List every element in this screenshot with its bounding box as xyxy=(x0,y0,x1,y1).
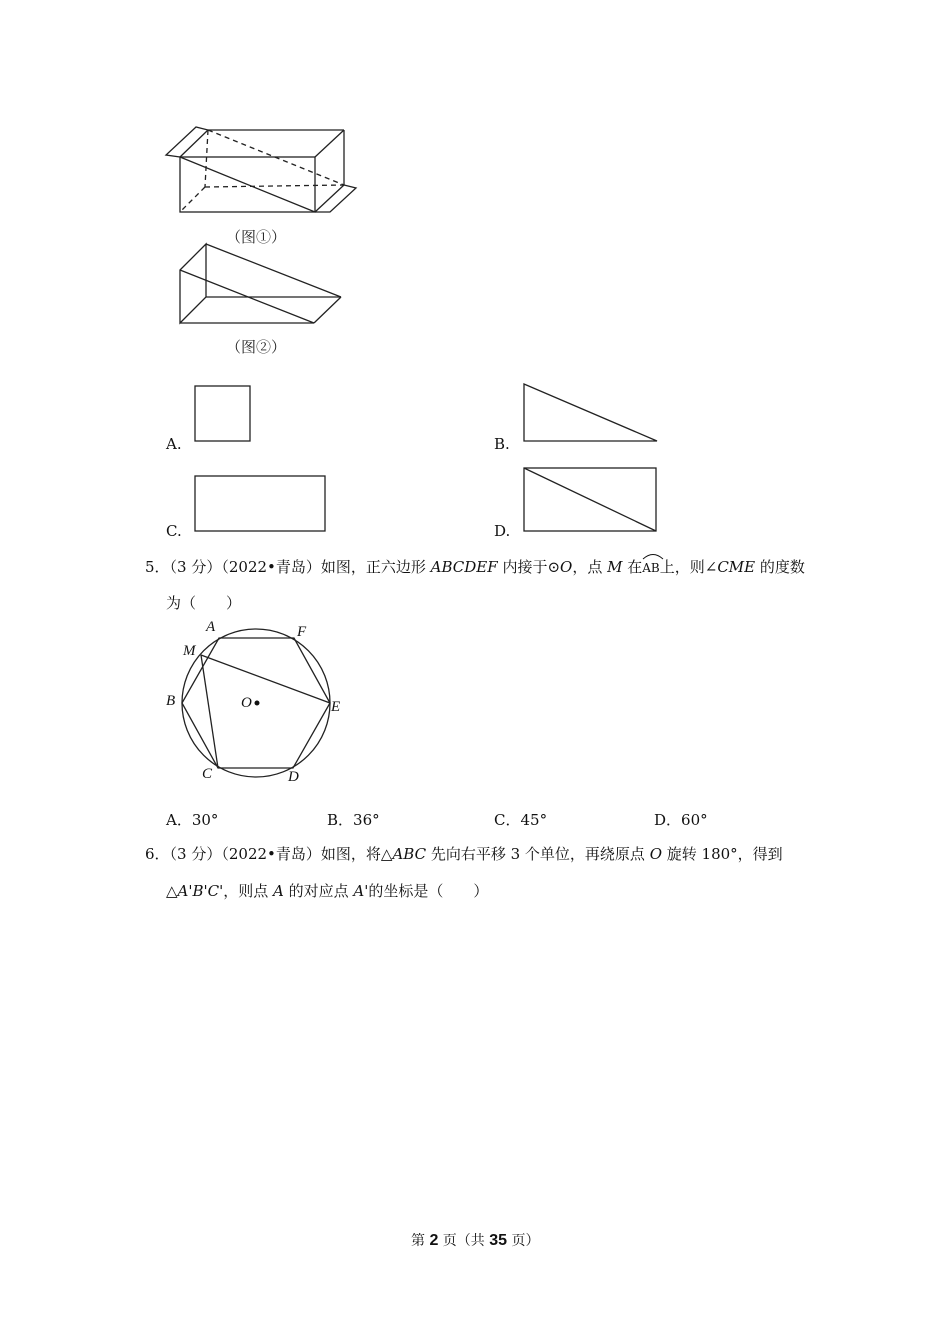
q5-meta: （3 分）（2022•青岛） xyxy=(169,558,321,576)
q5-number: 5． xyxy=(145,558,170,576)
q6-stem-line-2 xyxy=(166,880,488,901)
footer-total-pages: 35 xyxy=(489,1232,508,1249)
q5-option-c[interactable]: C．45° xyxy=(494,811,548,829)
label-o: O xyxy=(241,695,252,711)
label-d: D xyxy=(288,769,299,785)
q5-text-f: 的度数 xyxy=(755,558,805,576)
q4-option-b-label[interactable]: B. xyxy=(494,435,510,453)
q5-stem-line-2: 为（ ） xyxy=(166,594,242,612)
q6-number: 6． xyxy=(145,845,170,863)
label-b: B xyxy=(166,693,176,709)
q5-angle-name: CME xyxy=(717,558,756,576)
q5-hexagon-name: ABCDEF xyxy=(430,558,498,576)
q5-text-c: ，点 xyxy=(572,558,608,576)
q6-text-a: 如图，将△ xyxy=(320,845,393,863)
page-footer xyxy=(411,1230,540,1250)
figure-2-caption: （图②） xyxy=(226,338,287,356)
q6-triangle-name: ABC xyxy=(392,845,427,863)
q4-option-a-label[interactable]: A. xyxy=(166,435,182,453)
q6-point2-name: A' xyxy=(353,882,369,900)
label-f: F xyxy=(297,624,307,640)
q6-text-c: 旋转 180°，得到 xyxy=(662,845,783,863)
q5-text-d: 在 xyxy=(622,558,643,576)
label-e: E xyxy=(331,699,341,715)
q6-line2-a: △ xyxy=(166,882,178,900)
q5-circle-name: O xyxy=(560,558,573,576)
q5-text-b: 内接于⊙ xyxy=(497,558,561,576)
footer-page-number: 2 xyxy=(429,1232,439,1249)
footer-suffix: 页） xyxy=(507,1233,540,1249)
q4-option-c-label[interactable]: C. xyxy=(166,522,182,540)
q5-point-name: M xyxy=(607,558,623,576)
q6-origin-name: O xyxy=(649,845,662,863)
q5-text-e: 上，则∠ xyxy=(659,558,718,576)
q6-line2-b: ，则点 xyxy=(223,882,274,900)
q6-line2-c: 的对应点 xyxy=(283,882,354,900)
figure-1-caption: （图①） xyxy=(226,228,287,246)
label-m: M xyxy=(183,643,196,659)
q6-point-name: A xyxy=(273,882,284,900)
q4-option-d-label[interactable]: D. xyxy=(494,522,511,540)
q5-text-a: 如图，正六边形 xyxy=(320,558,431,576)
label-c: C xyxy=(202,766,213,782)
q5-arc-label: AB xyxy=(642,561,660,575)
q5-option-a[interactable]: A．30° xyxy=(166,811,219,829)
q5-option-b[interactable]: B．36° xyxy=(327,811,380,829)
q6-stem-line-1 xyxy=(145,843,783,864)
q6-meta: （3 分）（2022•青岛） xyxy=(169,845,321,863)
label-a: A xyxy=(206,619,216,635)
q6-text-b: 先向右平移 3 个单位，再绕原点 xyxy=(426,845,650,863)
footer-middle: 页（共 xyxy=(438,1233,490,1249)
q5-option-d[interactable]: D．60° xyxy=(654,811,708,829)
footer-prefix: 第 xyxy=(411,1233,430,1249)
q6-line2-d: 的坐标是（ ） xyxy=(368,882,489,900)
q6-triangle2-name: A'B'C' xyxy=(177,882,224,900)
